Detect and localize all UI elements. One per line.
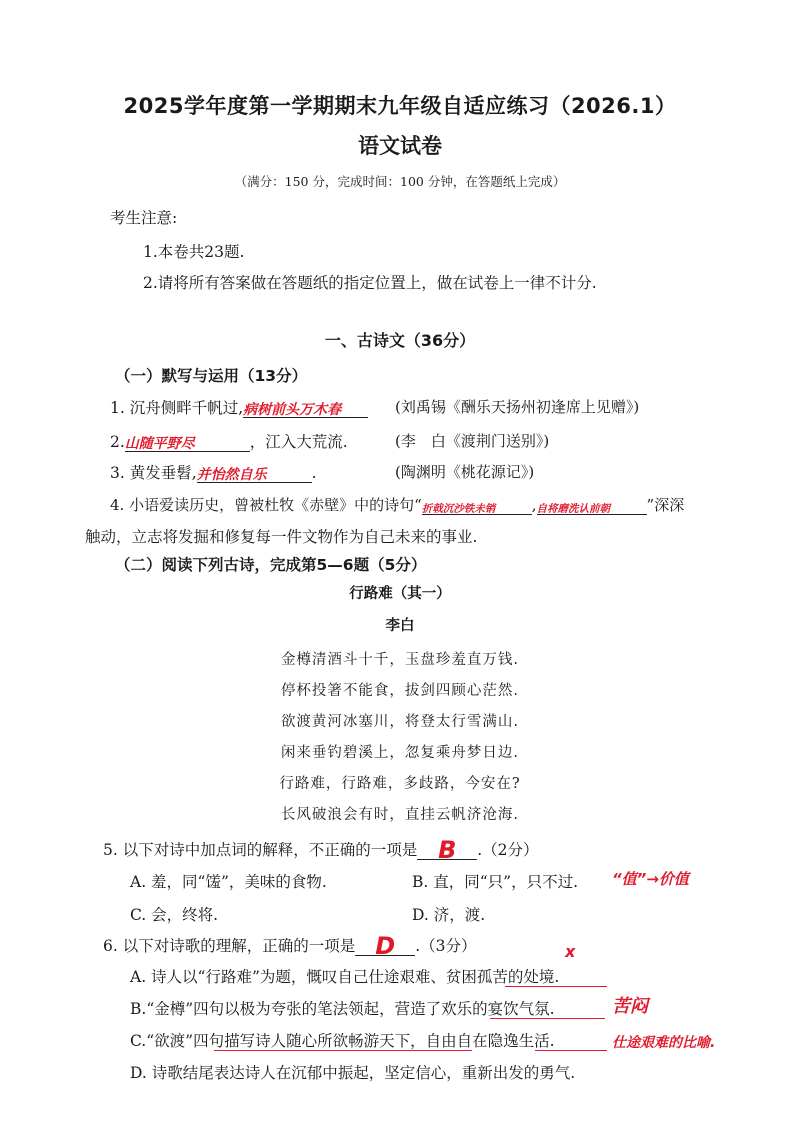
- notice-item-2: 2.请将所有答案做在答题纸的指定位置上，做在试卷上一律不计分.: [143, 274, 597, 292]
- q2-text: ，江入大荒流.: [249, 433, 348, 451]
- exam-info: （满分：150 分，完成时间：100 分钟，在答题纸上完成）: [234, 174, 566, 189]
- section-title: 一、古诗文（36分）: [324, 331, 476, 350]
- q5-option-b: B. 直，同“只”，只不过.: [412, 873, 579, 891]
- question-4: [110, 494, 684, 515]
- subject-title: 语文试卷: [358, 134, 442, 158]
- question-6: [103, 932, 477, 960]
- q3-source: (陶渊明《桃花源记》): [395, 463, 535, 481]
- q5-option-c: C. 会，终将.: [130, 906, 219, 924]
- q5-stem: 5. 以下对诗中加点词的解释，不正确的一项是: [103, 841, 418, 859]
- q4-handwritten-answer-2: 自将磨洗认前朝: [536, 503, 611, 515]
- poem-line: 长风破浪会有时，直挂云帆济沧海.: [280, 807, 520, 823]
- q6-option-a: A. 诗人以“行路难”为题，慨叹自己仕途艰难、贫困孤苦的处境.: [130, 968, 560, 986]
- question-5: [103, 836, 539, 864]
- q4-handwritten-answer-1: 折戟沉沙铁未销: [421, 503, 496, 515]
- poem-line: 闲来垂钓碧溪上，忽复乘舟梦日边.: [280, 745, 520, 761]
- q1-blank: [243, 399, 368, 418]
- q2-blank: [125, 433, 250, 452]
- q6-a-underline: [505, 986, 607, 987]
- q6-handwritten-note-b: 苦闷: [612, 996, 648, 1017]
- q1-source: (刘禹锡《酬乐天扬州初逢席上见赠》): [395, 398, 640, 416]
- exam-title: 2025学年度第一学期期末九年级自适应练习（2026.1）: [123, 94, 677, 118]
- q5-option-d: D. 济，渡.: [412, 906, 486, 924]
- q2-source: (李 白《渡荆门送别》): [395, 432, 550, 450]
- part1-title: （一）默写与运用（13分）: [115, 367, 308, 385]
- q4-text: 4. 小语爱读历史，曾被杜牧《赤壁》中的诗句“: [110, 496, 422, 514]
- q5-stem-end: .（2分）: [477, 841, 539, 859]
- q6-option-b: B.“金樽”四句以极为夸张的笔法领起，营造了欢乐的宴饮气氛.: [130, 1000, 555, 1018]
- notice-heading: 考生注意:: [110, 209, 178, 227]
- question-1: [110, 396, 368, 418]
- q4-line2: 触动，立志将发掘和修复每一件文物作为自己未来的事业.: [85, 528, 478, 546]
- question-3: [110, 461, 317, 483]
- q6-c-underline-1: [214, 1050, 472, 1051]
- q6-wrong-mark: x: [565, 942, 576, 961]
- q4-blank-1: [422, 498, 532, 515]
- poem-line: 欲渡黄河冰塞川，将登太行雪满山.: [280, 714, 520, 730]
- q6-stem: 6. 以下对诗歌的理解，正确的一项是: [103, 937, 356, 955]
- q6-b-underline: [490, 1018, 605, 1019]
- notice-item-1: 1.本卷共23题.: [143, 243, 245, 261]
- q1-handwritten-answer: 病树前头万木春: [243, 402, 342, 418]
- q6-handwritten-answer: D: [375, 932, 396, 960]
- question-2: [110, 430, 348, 452]
- q5-handwritten-answer: B: [438, 836, 457, 864]
- q5-handwritten-note: “值”→价值: [612, 870, 689, 888]
- q3-blank: [197, 464, 312, 483]
- poem-line: 行路难，行路难，多歧路，今安在?: [279, 776, 521, 792]
- q6-c-underline-2: [535, 1050, 607, 1051]
- q6-option-c: C.“欲渡”四句描写诗人随心所欲畅游天下，自由自在隐逸生活.: [130, 1032, 555, 1050]
- q1-text: 1. 沉舟侧畔千帆过,: [110, 399, 244, 417]
- q6-stem-end: .（3分）: [415, 937, 477, 955]
- q3-text: 3. 黄发垂髫,: [110, 464, 197, 482]
- part2-title: （二）阅读下列古诗，完成第5—6题（5分）: [115, 556, 427, 574]
- q4-comma: ,: [531, 496, 537, 514]
- q4-blank-2: [537, 498, 647, 515]
- q5-blank: [417, 836, 477, 864]
- q3-handwritten-answer: 并怡然自乐: [196, 467, 267, 483]
- q6-blank: [355, 932, 415, 960]
- poem-line: 金樽清酒斗十千，玉盘珍羞直万钱.: [280, 652, 520, 668]
- q6-handwritten-note-c: 仕途艰难的比喻.: [612, 1035, 716, 1051]
- q2-handwritten-answer: 山随平野尽: [124, 436, 195, 452]
- poem-line: 停杯投箸不能食，拔剑四顾心茫然.: [280, 683, 520, 699]
- q2-num: 2.: [110, 433, 125, 451]
- poem-title: 行路难（其一）: [349, 585, 451, 602]
- q4-text-end: ”深深: [646, 496, 685, 514]
- poem-author: 李白: [385, 617, 415, 634]
- q5-option-a: A. 羞，同“馐”，美味的食物.: [130, 873, 327, 891]
- q3-text-end: .: [311, 464, 317, 482]
- q6-option-d: D. 诗歌结尾表达诗人在沉郁中振起，坚定信心，重新出发的勇气.: [130, 1064, 576, 1082]
